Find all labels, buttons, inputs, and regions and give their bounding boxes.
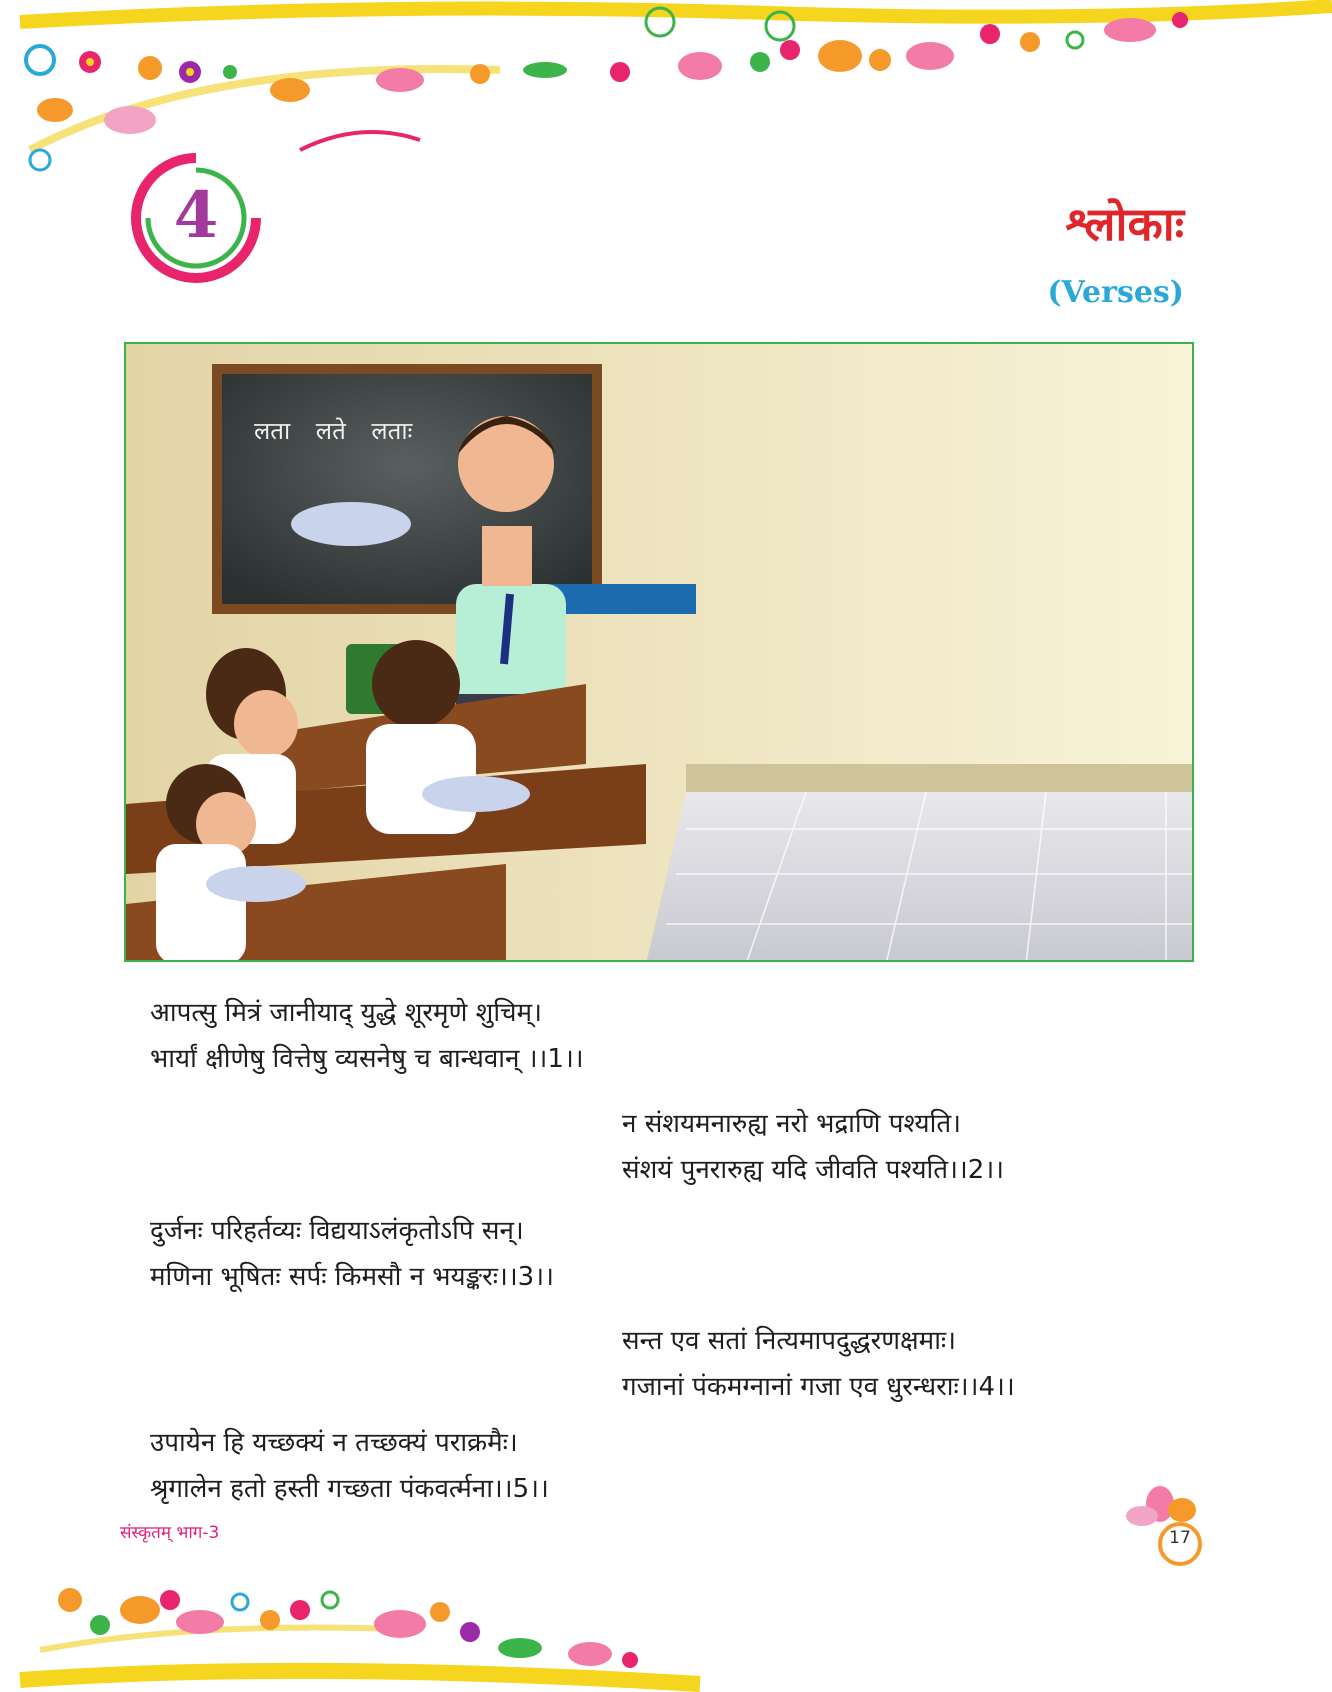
page-number: 17 bbox=[1169, 1528, 1191, 1548]
verse-2 bbox=[622, 1101, 1004, 1193]
verse-line: गजानां पंकमग्नानां गजा एव धुरन्धराः।।4।। bbox=[622, 1372, 1015, 1402]
verse-line: सन्त एव सतां नित्यमापदुद्धरणक्षमाः। bbox=[622, 1326, 957, 1356]
chapter-subtitle: (Verses) bbox=[1047, 275, 1184, 310]
verse-4 bbox=[622, 1318, 1015, 1410]
verse-5 bbox=[150, 1420, 549, 1512]
verse-line: संशयं पुनरारुह्य यदि जीवति पश्यति।।2।। bbox=[622, 1155, 1005, 1185]
verse-1 bbox=[150, 990, 584, 1082]
chapter-number: 4 bbox=[173, 178, 219, 253]
verse-line: भार्यां क्षीणेषु वित्तेषु व्यसनेषु च बान्धवान् ।।1।। bbox=[150, 1044, 584, 1074]
blackboard-text: लता लते लताः bbox=[254, 417, 413, 445]
verse-line: मणिना भूषितः सर्पः किमसौ न भयङ्करः।।3।। bbox=[150, 1262, 554, 1292]
chapter-title: श्लोकाः bbox=[1065, 197, 1184, 251]
verse-line: दुर्जनः परिहर्तव्यः विद्ययाऽलंकृतोऽपि सन्। bbox=[150, 1216, 524, 1246]
book-title: संस्कृतम् भाग-3 bbox=[120, 1523, 220, 1543]
verse-line: न संशयमनारुह्य नरो भद्राणि पश्यति। bbox=[622, 1109, 962, 1139]
verse-line: श्रृगालेन हतो हस्ती गच्छता पंकवर्त्मना।।5।। bbox=[150, 1474, 549, 1504]
verse-line: उपायेन हि यच्छक्यं न तच्छक्यं पराक्रमैः। bbox=[150, 1428, 518, 1458]
bottom-floral-border bbox=[0, 1540, 1332, 1692]
verse-line: आपत्सु मित्रं जानीयाद् युद्धे शूरमृणे शुचिम्। bbox=[150, 998, 542, 1028]
verse-3 bbox=[150, 1208, 554, 1300]
classroom-illustration bbox=[124, 342, 1194, 962]
